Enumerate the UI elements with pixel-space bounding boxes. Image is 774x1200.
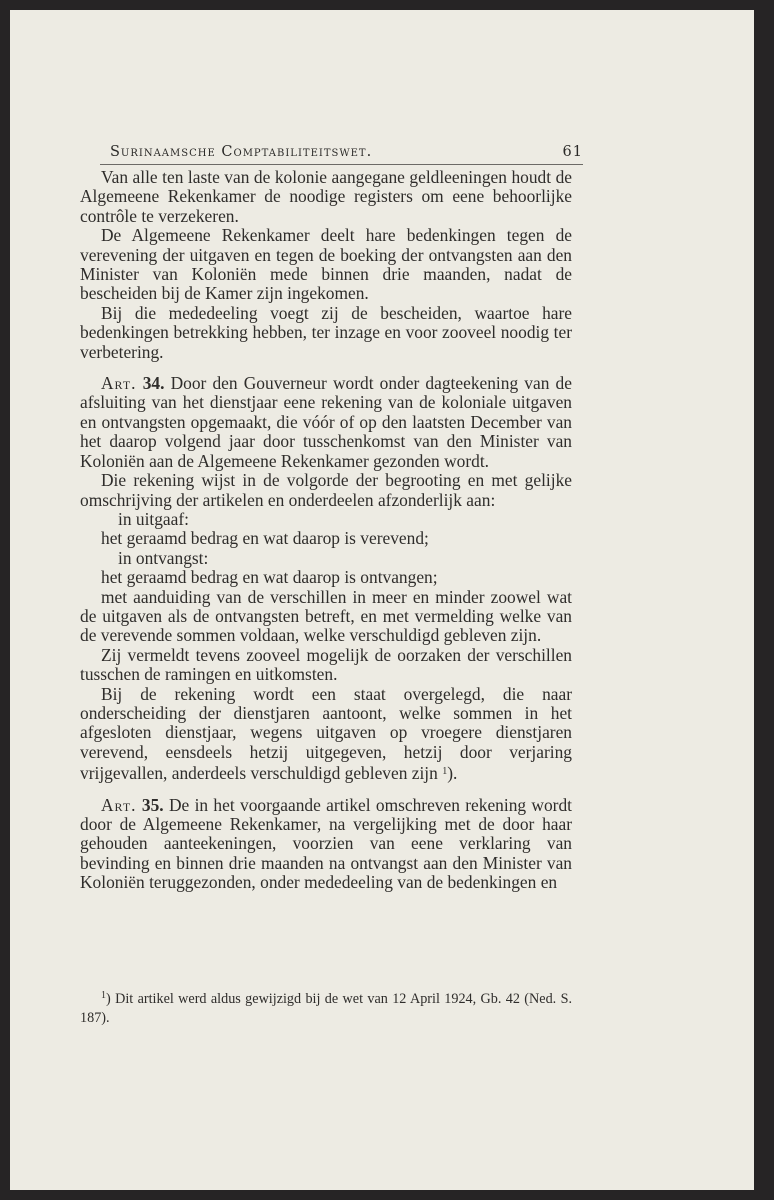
- body-text: [80, 168, 572, 893]
- paragraph: [80, 685, 572, 784]
- article-35: [80, 796, 572, 893]
- footnote: [80, 986, 572, 1028]
- list-item: het geraamd bedrag en wat daarop is ontvangen;: [101, 567, 438, 588]
- paragraph: Van alle ten laste van de kolonie aangegane geldleeningen houdt de Algemeene Rekenkamer de noodige registers om eene behoorlijke contrôle te verzekeren.: [80, 167, 572, 226]
- article-text: De in het voorgaande artikel omschreven rekening wordt door de Algemeene Rekenkamer, na vergelijking met de door haar gehouden aanteekeningen, voorzien van eene verklaring van bevinding en binnen drie maanden na ontvangst aan den Minister van Koloniën teruggezonden, onder mededeeling van de bedenkingen en: [80, 794, 572, 893]
- paragraph: met aanduiding van de verschillen in meer en minder zoowel wat de uitgaven als de ontvangsten betreft, en met vermelding welke van de verevende sommen voldaan, welke verschuldigd gebleven zijn.: [80, 586, 572, 646]
- list-item: in uitgaaf:: [118, 508, 189, 529]
- article-label: Art.: [101, 373, 137, 394]
- running-title: Surinaamsche Comptabiliteitswet.: [110, 144, 373, 160]
- page-number: 61: [562, 144, 583, 160]
- list-item: in ontvangst:: [118, 547, 209, 568]
- footnote-text: Dit artikel werd aldus gewijzigd bij de wet van 12 April 1924, Gb. 42 (Ned. S. 187).: [80, 991, 573, 1026]
- footnote-reference: 1: [442, 766, 448, 778]
- footnote-marker-close: ): [106, 991, 111, 1007]
- paragraph: Zij vermeldt tevens zooveel mogelijk de oorzaken der verschillen tusschen de ramingen en uitkomsten.: [80, 644, 572, 685]
- paragraph: Die rekening wijst in de volgorde der begrooting en met gelijke omschrijving der artikelen en onderdeelen afzonderlijk aan:: [80, 470, 572, 510]
- article-number: 34.: [142, 373, 165, 394]
- article-34: [80, 374, 572, 471]
- paragraph-text: Bij de rekening wordt een staat overgelegd, die naar onderscheiding der dienstjaren aantoont, welke sommen in het afgesloten dienstjaar, wegens uitgaven op vroegere dienstjaren verevend, eensdeels hetzij uitgegeven, hetzij door verjaring vrijgevallen, anderdeels verschuldigd gebleven zijn: [80, 683, 572, 784]
- paragraph: De Algemeene Rekenkamer deelt hare bedenkingen tegen de verevening der uitgaven en tegen de boeking der ontvangsten aan den Minister van Koloniën mede binnen drie maanden, nadat de bescheiden bij de Kamer zijn ingekomen.: [80, 225, 572, 304]
- paragraph: Bij die mededeeling voegt zij de bescheiden, waartoe hare bedenkingen betrekking hebben, ter inzage en voor zooveel noodig ter verbetering.: [80, 302, 572, 362]
- header-rule: [100, 164, 583, 165]
- page-header: [110, 144, 583, 160]
- article-text: Door den Gouverneur wordt onder dagteekening van de afsluiting van het dienstjaar eene rekening van de koloniale uitgaven en ontvangsten opgemaakt, die vóór of op den laatsten December van het daarop volgend jaar door tusschenkomst van den Minister van Koloniën aan de Algemeene Rekenkamer gezonden wordt.: [80, 373, 572, 471]
- article-label: Art.: [101, 794, 137, 815]
- article-number: 35.: [141, 794, 164, 815]
- list-item: het geraamd bedrag en wat daarop is verevend;: [101, 528, 429, 549]
- paragraph-end: ).: [447, 763, 458, 784]
- footnote-marker: 1: [101, 990, 106, 1001]
